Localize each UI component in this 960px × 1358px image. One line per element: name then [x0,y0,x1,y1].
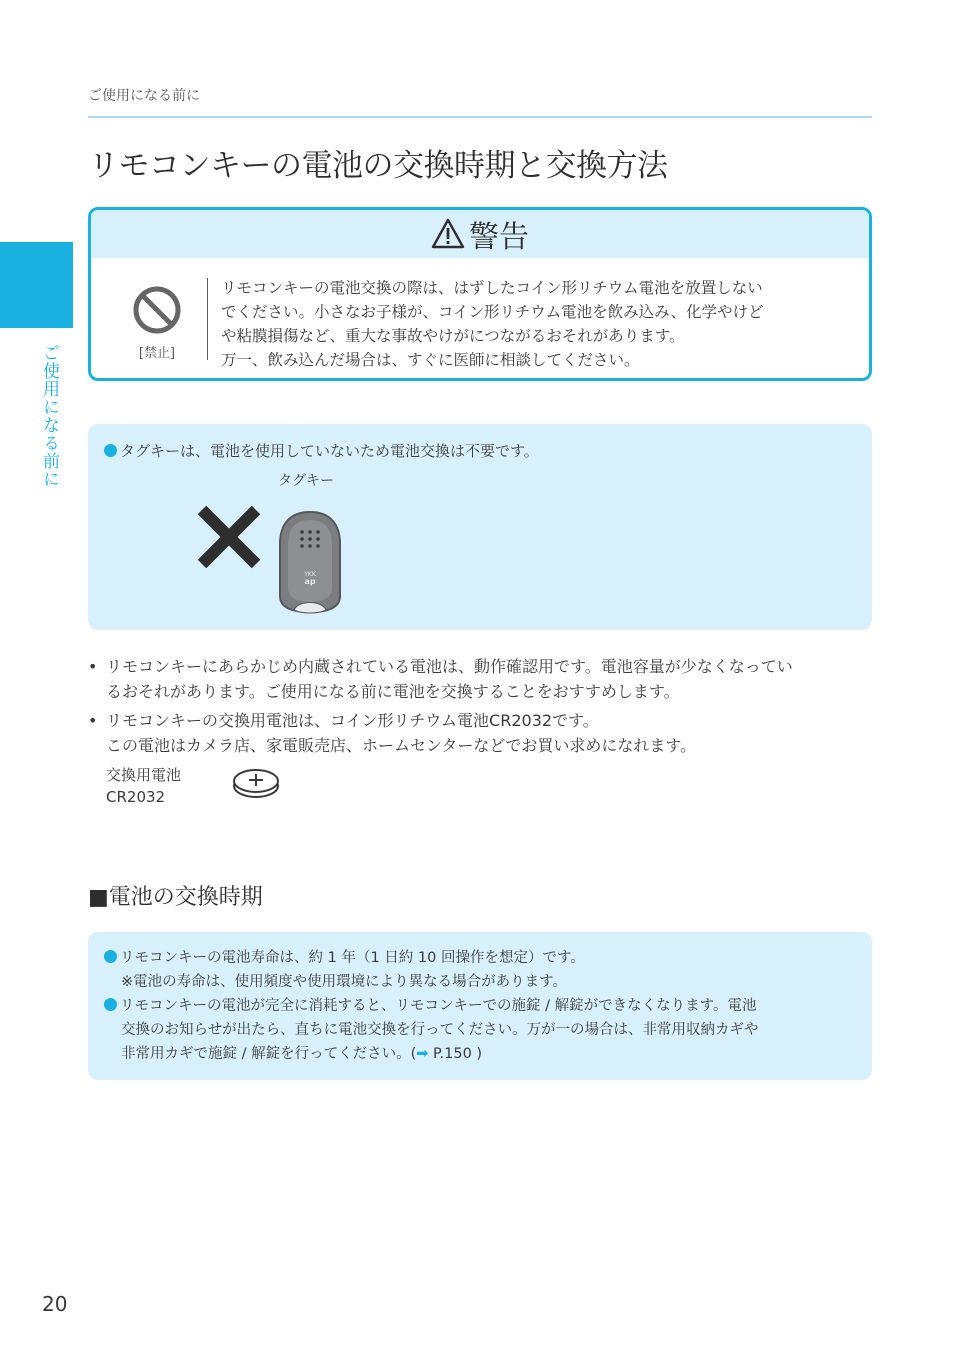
warning-box [88,207,872,381]
coin-battery-icon [230,766,282,800]
replacement-timing-text [104,946,864,1066]
list-item-line: この電池はカメラ店、家電販売店、ホームセンターなどでお買い求めになれます。 [106,736,697,755]
section-heading: ■電池の交換時期 [88,885,263,910]
timing-item-text: ) [471,1046,483,1062]
header-rule [88,114,872,120]
page-reference-link[interactable]: P.150 [433,1046,472,1062]
tag-key-info-box [88,424,872,630]
list-item-line: るおそれがあります。ご使用になる前に電池を交換することをおすすめします。 [106,682,680,701]
battery-label [106,764,181,808]
list-item [88,654,878,704]
battery-info-list [88,654,878,762]
bullet-dot-icon [104,444,117,457]
list-item [104,994,864,1018]
arrow-right-icon: ➡ [416,1046,429,1062]
battery-label-line: 交換用電池 [106,766,182,784]
prohibition-label: [禁止] [138,346,176,361]
warning-line: リモコンキーの電池交換の際は、はずしたコイン形リチウム電池を放置しない [221,279,763,297]
timing-item-text: リモコンキーの電池が完全に消耗すると、リモコンキーでの施錠 / 解錠ができなくなります。電池 [120,998,757,1014]
list-item-line: • リモコンキーの交換用電池は、コイン形リチウム電池CR2032です。 [106,711,599,730]
tag-key-note [104,440,539,461]
replacement-timing-box [88,932,872,1080]
bullet-dot-icon [104,998,117,1011]
prohibition-icon [131,284,183,336]
timing-item-text: 非常用カギで施錠 / 解錠を行ってください。( [121,1046,417,1062]
tag-key-logo-bottom: ap [304,577,316,586]
bullet-dot-icon [104,950,117,963]
warning-line: 万一、飲み込んだ場合は、すぐに医師に相談してください。 [221,351,640,369]
list-item-line: • リモコンキーにあらかじめ内蔵されている電池は、動作確認用です。電池容量が少なくなってい [106,657,793,676]
tag-key-caption: タグキー [278,473,334,489]
timing-item-continuation [104,1042,864,1066]
list-item [104,946,864,970]
timing-item-continuation: 交換のお知らせが出たら、直ちに電池交換を行ってください。万が一の場合は、非常用収納カギや [121,1022,759,1038]
list-item [88,708,878,758]
tag-key-logo-top: YKK [304,571,316,578]
prohibition-mark [119,284,195,361]
breadcrumb: ご使用になる前に [88,88,200,104]
tag-key-icon [278,510,342,614]
warning-triangle-icon [431,218,465,250]
cross-mark-icon [194,504,264,570]
timing-item-text: リモコンキーの電池寿命は、約 1 年（1 日約 10 回操作を想定）です。 [120,950,585,966]
warning-text [221,276,851,372]
battery-model: CR2032 [106,788,166,806]
page-number: 20 [42,1292,68,1316]
side-tab-marker [0,242,73,328]
side-tab-label: ご使用になる前に [39,344,59,488]
warning-title: 警告 [469,220,529,255]
warning-line: や粘膜損傷など、重大な事故やけがにつながるおそれがあります。 [221,327,685,345]
warning-header [91,210,869,258]
page-title: リモコンキーの電池の交換時期と交換方法 [88,148,668,184]
warning-divider [207,278,208,360]
warning-line: でください。小さなお子様が、コイン形リチウム電池を飲み込み、化学やけど [221,303,764,321]
tag-key-note-text: タグキーは、電池を使用していないため電池交換は不要です。 [120,442,539,460]
timing-note: ※電池の寿命は、使用頻度や使用環境により異なる場合があります。 [121,974,567,990]
